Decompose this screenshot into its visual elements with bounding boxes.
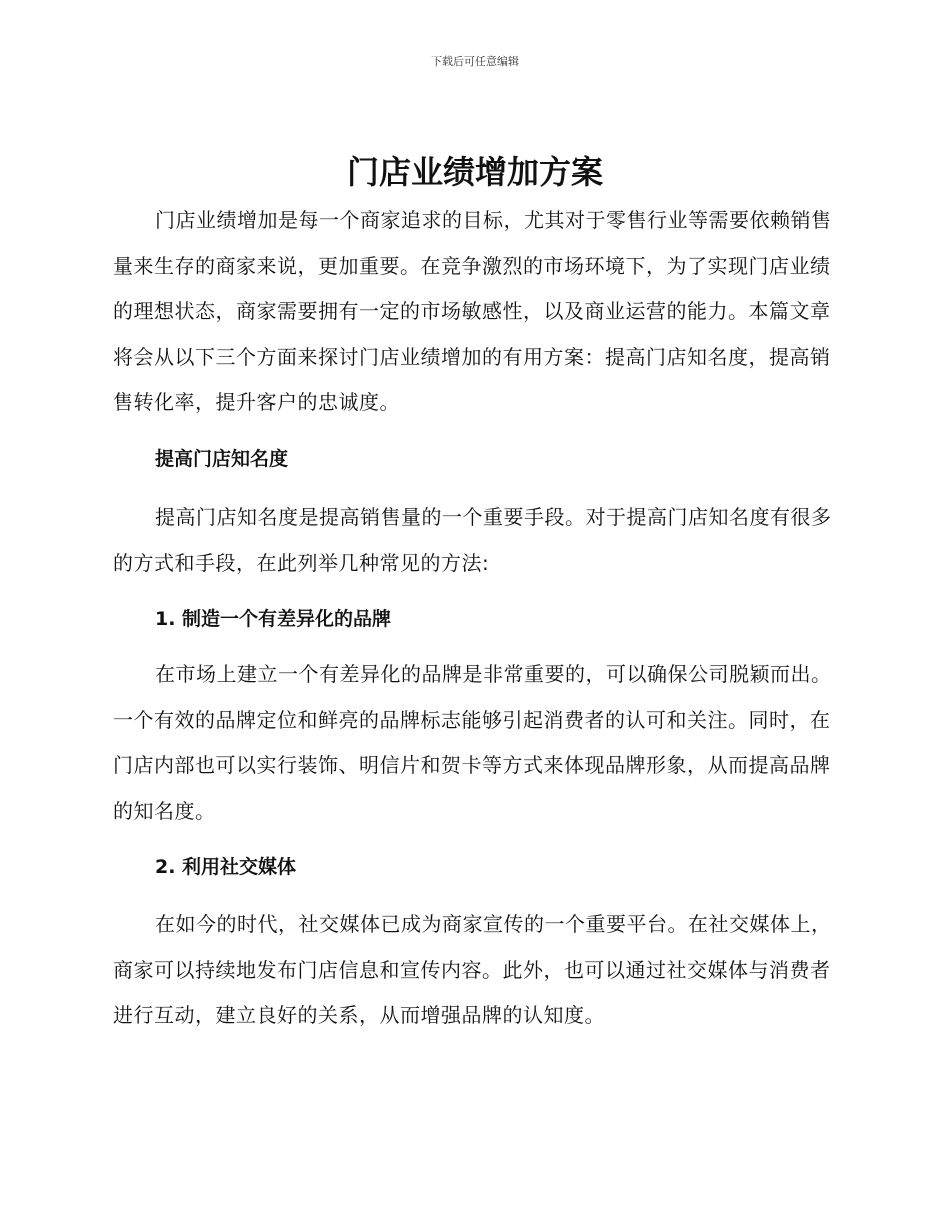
section-paragraph-social-media: 在如今的时代，社交媒体已成为商家宣传的一个重要平台。在社交媒体上，商家可以持续地发布门店信息和宣传内容。此外，也可以通过社交媒体与消费者进行互动，建立良好的关系，从而增强品牌的认知度。 (113, 912, 832, 1027)
section-heading-social-media: 2. 利用社交媒体 (155, 856, 297, 878)
section-heading-awareness: 提高门店知名度 (155, 448, 289, 470)
section-heading-brand: 1. 制造一个有差异化的品牌 (155, 608, 392, 630)
section-paragraph-awareness: 提高门店知名度是提高销售量的一个重要手段。对于提高门店知名度有很多的方式和手段，在此列举几种常见的方法: (113, 505, 832, 575)
section-paragraph-brand: 在市场上建立一个有差异化的品牌是非常重要的，可以确保公司脱颖而出。一个有效的品牌定位和鲜亮的品牌标志能够引起消费者的认可和关注。同时，在门店内部也可以实行装饰、明信片和贺卡等方式来体现品牌形象，从而提高品牌的知名度。 (113, 662, 832, 823)
page-header-note: 下载后可任意编辑 (431, 55, 519, 68)
intro-paragraph: 门店业绩增加是每一个商家追求的目标，尤其对于零售行业等需要依赖销售量来生存的商家来说，更加重要。在竞争激烈的市场环境下，为了实现门店业绩的理想状态，商家需要拥有一定的市场敏感性，以及商业运营的能力。本篇文章将会从以下三个方面来探讨门店业绩增加的有用方案：提高门店知名度，提高销售转化率，提升客户的忠诚度。 (113, 208, 832, 414)
document-title: 门店业绩增加方案 (346, 153, 603, 191)
